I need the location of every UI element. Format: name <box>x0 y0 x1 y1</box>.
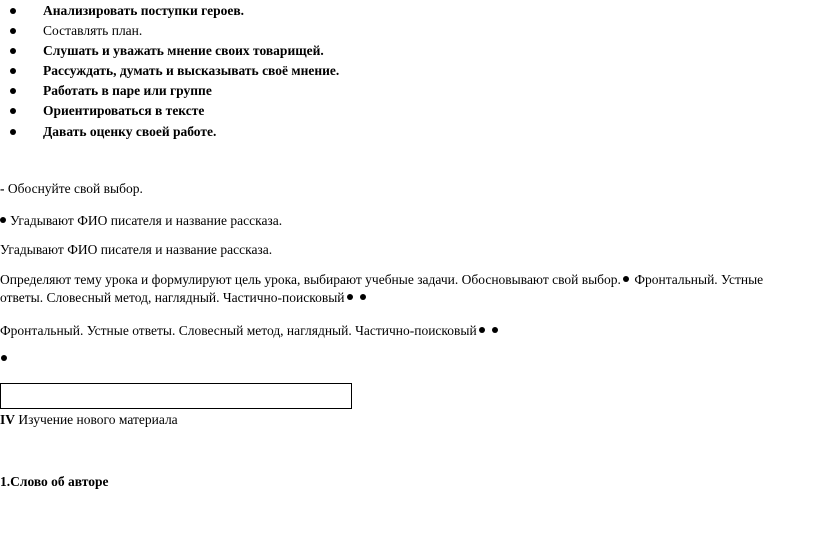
bullet-icon <box>492 327 498 333</box>
bullet-icon <box>479 327 485 333</box>
define-text: Определяют тему урока и формулируют цель урока, выбирают учебные задачи. Обосновывают свой выбор. <box>0 272 621 287</box>
author-heading: 1.Слово об авторе <box>0 474 109 489</box>
list-item-text: Ориентироваться в тексте <box>43 103 205 119</box>
lone-bullet-line <box>0 350 9 368</box>
bullet-icon <box>0 217 6 223</box>
list-item-text: Слушать и уважать мнение своих товарищей. <box>43 43 324 59</box>
list-item-text: Работать в паре или группе <box>43 83 212 99</box>
guess-line: Угадывают ФИО писателя и название рассказа. <box>0 242 273 257</box>
frontal-line <box>0 322 500 340</box>
bullet-icon <box>1 355 7 361</box>
guess-bullet-line <box>0 212 282 230</box>
frontal-text: Фронтальный. Устные ответы. Словесный метод, наглядный. Частично-поисковый <box>0 323 477 338</box>
skills-bullet-list <box>0 2 339 143</box>
list-item-text: Анализировать поступки героев. <box>43 3 245 18</box>
list-item-text: Составлять план. <box>43 23 143 39</box>
bullet-icon <box>10 108 16 114</box>
list-item-text: Давать оценку своей работе. <box>43 123 217 139</box>
list-item <box>0 123 339 143</box>
bullet-icon <box>360 294 366 300</box>
bullet-icon <box>347 294 353 300</box>
dash-mark: - <box>0 181 5 196</box>
list-item-text: Рассуждать, думать и высказывать своё мнение. <box>43 63 340 79</box>
bullet-icon <box>10 88 16 94</box>
list-item <box>0 62 339 82</box>
justify-choice-line <box>0 180 143 198</box>
bullet-icon <box>10 129 16 135</box>
bullet-icon <box>10 28 16 34</box>
list-item <box>0 2 339 22</box>
bullet-icon <box>10 48 16 54</box>
section-title: Изучение нового материала <box>15 412 178 427</box>
list-item <box>0 102 339 122</box>
define-paragraph <box>0 271 808 307</box>
list-item <box>0 42 339 62</box>
bullet-icon <box>10 68 16 74</box>
section-numeral: IV <box>0 412 16 427</box>
bullet-icon <box>623 276 629 282</box>
justify-choice-text: Обоснуйте свой выбор. <box>4 181 143 196</box>
define-after-text: Фронтальный. Устные ответы. Словесный метод, наглядный. Частично-поисковый <box>0 272 764 306</box>
bullet-icon <box>10 8 16 14</box>
list-item <box>0 22 339 42</box>
guess-bullet-text: Угадывают ФИО писателя и название рассказа. <box>10 213 283 228</box>
list-item <box>0 82 339 102</box>
section-four-heading <box>0 411 178 429</box>
empty-table-cell <box>0 383 352 409</box>
